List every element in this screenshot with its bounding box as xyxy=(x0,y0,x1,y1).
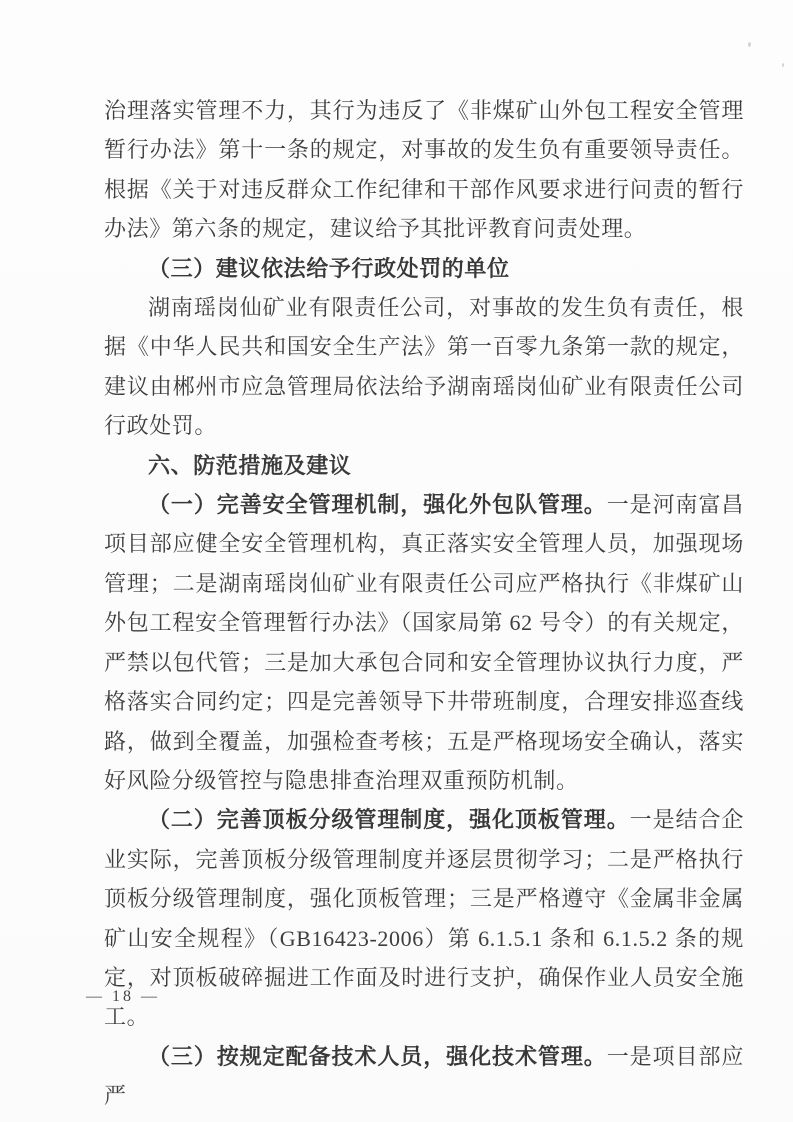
section-heading-3 xyxy=(104,249,744,288)
paragraph-lead: （三）按规定配备技术人员，强化技术管理。 xyxy=(148,1043,607,1069)
page-number: — 18 — xyxy=(86,988,160,1005)
paragraph-text: 一是结合企业实际，完善顶板分级管理制度并逐层贯彻学习；二是严格执行顶板分级管理制度，强化顶板管理；三是严格遵守《金属非金属矿山安全规程》（GB16423-2006）第 6.1.5.1 条和 6.1.5.2 条的规定，对顶板破碎掘进工作面及时进行支护，确保作业人员安全施工。 xyxy=(104,807,744,1030)
paragraph xyxy=(104,288,744,446)
heading-text: 六、防范措施及建议 xyxy=(148,452,352,478)
section-heading-2 xyxy=(104,446,744,485)
paragraph-text: 湖南瑶岗仙矿业有限责任公司，对事故的发生负有责任，根据《中华人民共和国安全生产法》第一百零九条第一款的规定，建议由郴州市应急管理局依法给予湖南瑶岗仙矿业有限责任公司行政处罚。 xyxy=(104,295,744,439)
document-body xyxy=(104,91,744,1116)
paragraph xyxy=(104,485,744,800)
scan-artifact xyxy=(748,42,751,47)
paragraph xyxy=(104,800,744,1036)
paragraph-text: 一是项目部应严 xyxy=(104,1043,744,1109)
paragraph-continuation xyxy=(104,91,744,249)
scan-artifact xyxy=(782,63,784,67)
paragraph xyxy=(104,1037,744,1116)
paragraph-lead: （一）完善安全管理机制，强化外包队管理。 xyxy=(148,492,607,518)
paragraph-lead: （二）完善顶板分级管理制度，强化顶板管理。 xyxy=(148,807,630,833)
paragraph-text: 治理落实管理不力，其行为违反了《非煤矿山外包工程安全管理暂行办法》第十一条的规定，对事故的发生负有重要领导责任。根据《关于对违反群众工作纪律和干部作风要求进行问责的暂行办法》第六条的规定，建议给予其批评教育问责处理。 xyxy=(104,98,744,242)
paragraph-text: 一是河南富昌项目部应健全安全管理机构，真正落实安全管理人员，加强现场管理；二是湖南瑶岗仙矿业有限责任公司应严格执行《非煤矿山外包工程安全管理暂行办法》（国家局第 62 号令）的有关规定，严禁以包代管；三是加大承包合同和安全管理协议执行力度，严格落实合同约定；四是完善领导下井带班制度，合理安排巡查线路，做到全覆盖，加强检查考核；五是严格现场安全确认，落实好风险分级管控与隐患排查治理双重预防机制。 xyxy=(104,492,744,793)
heading-text: （三）建议依法给予行政处罚的单位 xyxy=(148,255,510,281)
